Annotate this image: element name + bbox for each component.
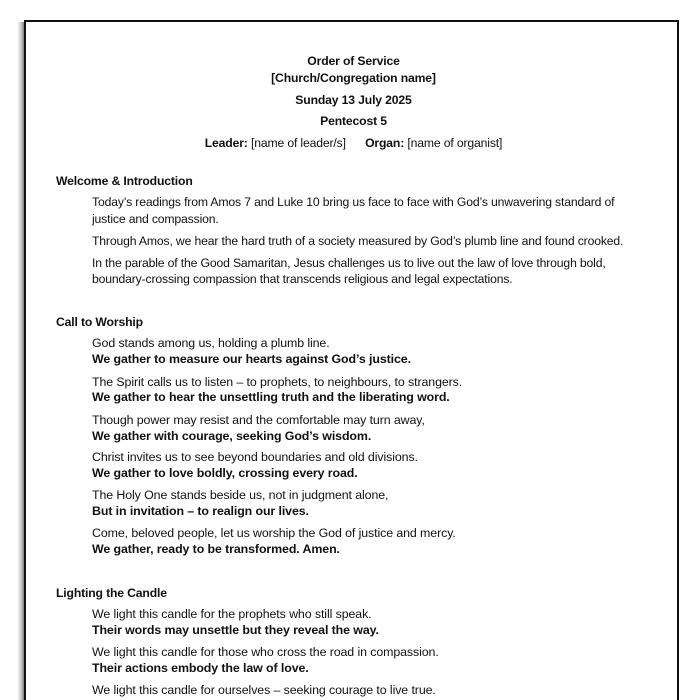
section-heading-welcome: Welcome & Introduction [56, 174, 193, 188]
section-heading-lighting-candle: Lighting the Candle [56, 586, 167, 600]
call-people-line-1: We gather to measure our hearts against God’s justice. [92, 352, 411, 366]
intro-paragraph-1-line-1: Today’s readings from Amos 7 and Luke 10 bring us face to face with God’s unwavering standard of [92, 195, 615, 209]
call-leader-line-6: Come, beloved people, let us worship the God of justice and mercy. [92, 526, 456, 540]
document-title: Order of Service [307, 54, 400, 68]
organ-value: [name of organist] [407, 136, 503, 150]
ministers-line [26, 135, 681, 151]
intro-paragraph-3-line-1: In the parable of the Good Samaritan, Jesus challenges us to live out the law of love through bold, [92, 256, 606, 270]
leader-value: [name of leader/s] [250, 136, 346, 150]
call-people-line-4: We gather to love boldly, crossing every road. [92, 466, 358, 480]
candle-people-line-1: Their words may unsettle but they reveal the way. [92, 623, 379, 637]
call-leader-line-5: The Holy One stands beside us, not in judgment alone, [92, 488, 389, 502]
leader-label: Leader: [204, 136, 248, 150]
call-leader-line-4: Christ invites us to see beyond boundaries and old divisions. [92, 450, 418, 464]
candle-leader-line-1: We light this candle for the prophets who still speak. [92, 607, 372, 621]
candle-leader-line-2: We light this candle for those who cross the road in compassion. [92, 645, 439, 659]
call-leader-line-3: Though power may resist and the comfortable may turn away, [92, 413, 425, 427]
liturgical-occasion: Pentecost 5 [320, 114, 387, 128]
intro-paragraph-3-line-2: boundary-crossing compassion that transcends religious and legal expectations. [92, 272, 513, 286]
intro-paragraph-2: Through Amos, we hear the hard truth of a society measured by God’s plumb line and found crooked. [92, 234, 624, 248]
call-people-line-5: But in invitation – to realign our lives. [92, 504, 309, 518]
organ-label: Organ: [365, 136, 405, 150]
document-page [24, 20, 679, 700]
candle-people-line-2: Their actions embody the law of love. [92, 661, 309, 675]
intro-paragraph-1-line-2: justice and compassion. [92, 212, 219, 226]
congregation-name: [Church/Congregation name] [271, 71, 436, 85]
section-heading-call-to-worship: Call to Worship [56, 315, 143, 329]
call-people-line-2: We gather to hear the unsettling truth and the liberating word. [92, 390, 450, 404]
candle-leader-line-3: We light this candle for ourselves – seeking courage to live true. [92, 683, 436, 697]
call-leader-line-2: The Spirit calls us to listen – to prophets, to neighbours, to strangers. [92, 375, 463, 389]
service-date: Sunday 13 July 2025 [295, 93, 412, 107]
call-people-line-3: We gather with courage, seeking God’s wisdom. [92, 429, 372, 443]
call-leader-line-1: God stands among us, holding a plumb line. [92, 336, 330, 350]
call-people-line-6: We gather, ready to be transformed. Amen. [92, 542, 340, 556]
